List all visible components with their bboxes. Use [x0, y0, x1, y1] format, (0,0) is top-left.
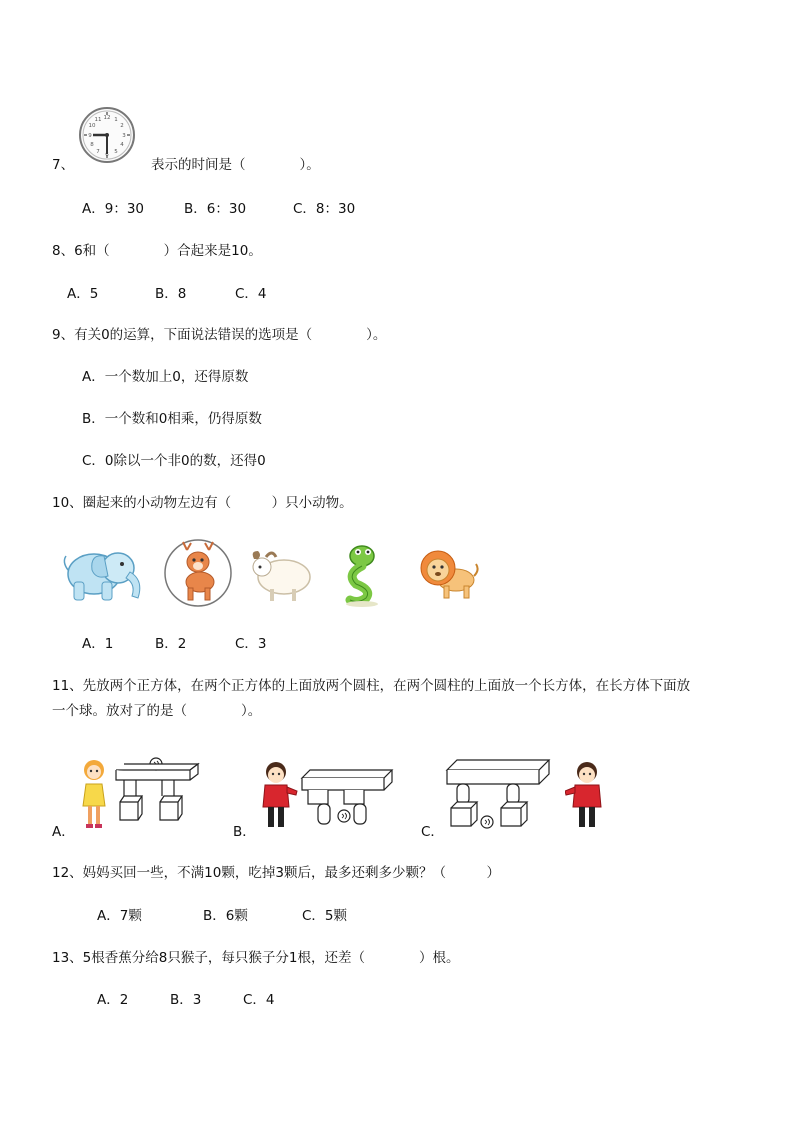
q7-option-b[interactable]: B．6：30	[184, 201, 247, 217]
svg-text:1: 1	[114, 117, 118, 123]
snake-icon	[338, 542, 390, 608]
q11-option-c[interactable]: C．	[421, 824, 444, 840]
svg-text:3: 3	[122, 133, 126, 139]
q10-option-a[interactable]: A．1	[82, 636, 114, 652]
q13-option-b[interactable]: B．3	[170, 992, 202, 1008]
q7-text: 表示的时间是（ ）。	[151, 157, 320, 173]
sheep-icon	[248, 545, 314, 605]
q13-text: 13、5根香蕉分给8只猴子，每只猴子分1根，还差（ ）根。	[52, 950, 460, 966]
svg-text:7: 7	[96, 149, 100, 155]
q12-option-c[interactable]: C．5颗	[302, 908, 348, 924]
option-b-stack-picture	[300, 766, 394, 828]
q9-option-a[interactable]: A．一个数加上0，还得原数	[82, 369, 249, 385]
elephant-icon	[60, 540, 146, 604]
svg-text:11: 11	[94, 117, 102, 123]
q7-option-a[interactable]: A．9：30	[82, 201, 145, 217]
svg-text:12: 12	[103, 115, 111, 121]
svg-text:5: 5	[114, 149, 118, 155]
q13-option-a[interactable]: A．2	[97, 992, 129, 1008]
q11-text-line1: 11、先放两个正方体，在两个正方体的上面放两个圆柱，在两个圆柱的上面放一个长方体，在长方体下面放	[52, 678, 691, 694]
boy-icon	[259, 761, 299, 831]
svg-text:4: 4	[120, 142, 124, 148]
q8-option-c[interactable]: C．4	[235, 286, 267, 302]
q7-number: 7、	[52, 157, 75, 173]
q13-option-c[interactable]: C．4	[243, 992, 275, 1008]
svg-text:9: 9	[88, 133, 92, 139]
girl-icon	[78, 758, 110, 832]
q9-option-b[interactable]: B．一个数和0相乘，仍得原数	[82, 411, 262, 427]
q10-text: 10、圈起来的小动物左边有（ ）只小动物。	[52, 495, 353, 511]
q7-option-c[interactable]: C．8：30	[293, 201, 356, 217]
boy-icon-2	[565, 761, 605, 831]
q11-option-a[interactable]: A．	[52, 824, 75, 840]
clock-icon	[78, 106, 136, 164]
q8-text: 8、6和（ ）合起来是10。	[52, 243, 262, 259]
lion-icon	[418, 544, 480, 602]
q12-option-a[interactable]: A．7颗	[97, 908, 142, 924]
svg-text:10: 10	[88, 123, 96, 129]
q9-text: 9、有关0的运算，下面说法错误的选项是（ ）。	[52, 327, 387, 343]
q11-text-line2: 一个球。放对了的是（ ）。	[52, 703, 262, 719]
q10-option-c[interactable]: C．3	[235, 636, 267, 652]
q11-option-b[interactable]: B．	[233, 824, 256, 840]
q9-option-c[interactable]: C．0除以一个非0的数，还得0	[82, 453, 266, 469]
option-a-stack-picture	[112, 756, 200, 824]
option-c-stack-picture	[445, 756, 551, 830]
q8-option-a[interactable]: A．5	[67, 286, 99, 302]
deer-icon-circled	[163, 538, 233, 608]
svg-text:2: 2	[120, 123, 124, 129]
q10-option-b[interactable]: B．2	[155, 636, 187, 652]
q12-option-b[interactable]: B．6颗	[203, 908, 248, 924]
q8-option-b[interactable]: B．8	[155, 286, 187, 302]
svg-text:6: 6	[105, 152, 109, 158]
q12-text: 12、妈妈买回一些，不满10颗，吃掉3颗后，最多还剩多少颗？（ ）	[52, 865, 500, 881]
svg-text:8: 8	[90, 142, 94, 148]
